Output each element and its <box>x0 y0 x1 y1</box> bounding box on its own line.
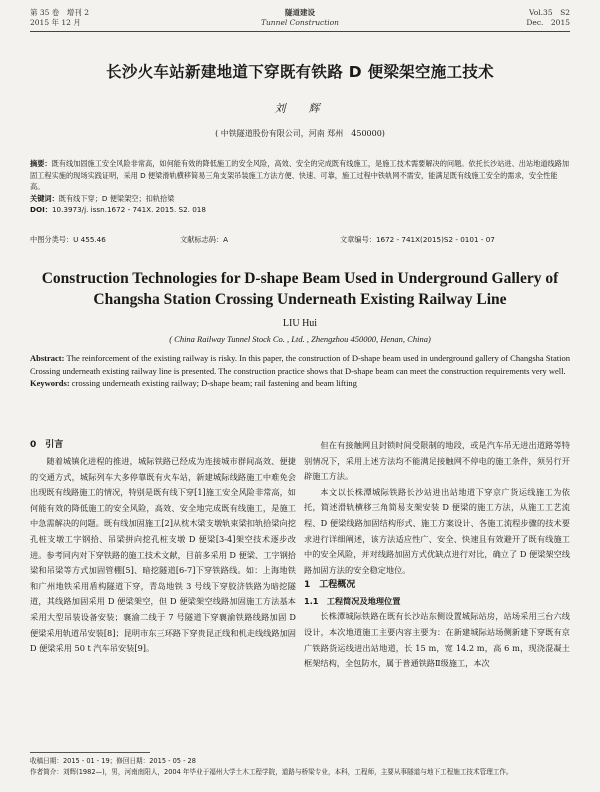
document-code: 文献标志码：A <box>180 235 229 244</box>
keywords-cn-text: 既有线下穿；D 便梁架空；扣轨拾梁 <box>58 193 175 203</box>
abstract-cn-block <box>30 158 570 216</box>
header-volume-cn: 第 35 卷 增刊 2 <box>30 8 89 17</box>
section-heading-introduction: 0 引言 <box>30 440 64 450</box>
abstract-en-block <box>30 352 570 390</box>
body-paragraph: 随着城镇化进程的推进，城际铁路已经成为连接城市群间高效、便捷的交通方式，城际列车大多停靠既有火车站，新建城际线路施工中难免会出现既有线路施工的情况，特别是既有线下穿[1]施工安全风险非常高，如何能有效的降低施工的安全风险，高效、安全地完成既有线施工，是施工中急需解决的问题。既有线加固施工[2]从枕木梁支墩轨束梁扣轨拾梁向挖孔桩支墩工字钢拾、吊梁拼向挖孔桩支墩 D 便梁[3-4]架空技术逐步改进。参考同内对下穿铁路的施工技术文献，目前多采用 D 便梁、工字钢拾梁和吊梁等方式加固管棚[5]、暗挖隧道[6-7]下穿铁路线。如：上海地铁和广州地铁采用盾构隧道下穿，青岛地铁 3 号线下穿胶济铁路为暗挖隧道，其线路加固采用 D 便梁架空，但 D 便梁架空线路加固施工方法基本采用大型吊装设备安装；襄渝二线于 7 号隧道下穿襄渝铁路线路加固 D 便梁采用轨道吊安装[8]；昆明市东三环路下穿贵昆正线和机走线线路加固 D 便梁采用 50 t 汽车吊安装[9]。 <box>30 456 296 654</box>
body-paragraph: 但在有接触网且封锁时间受限制的地段，或是汽车吊无进出道路等特别情况下，采用上述方法均不能满足接触网不停电的施工条件，须另行开辟施工方法。 <box>304 440 570 482</box>
affiliation-cn: ( 中铁隧道股份有限公司，河南 郑州 450000) <box>215 129 385 138</box>
keywords-cn <box>30 193 570 205</box>
running-header <box>30 6 570 32</box>
header-volume-en: Vol.35 S2 <box>529 8 570 17</box>
keywords-cn-label: 关键词： <box>30 193 59 203</box>
header-date-en: Dec. 2015 <box>526 18 570 27</box>
abstract-cn <box>30 158 570 193</box>
header-date-cn: 2015 年 12 月 <box>30 18 81 27</box>
section-heading-overview: 1 工程概况 <box>304 580 356 591</box>
footnote-received: 收稿日期：2015 - 01 - 19；修回日期：2015 - 05 - 28 <box>30 757 196 765</box>
affiliation-en: ( China Railway Tunnel Stock Co. , Ltd. , Zhengzhou 450000, Henan, China) <box>169 334 431 344</box>
abstract-cn-text: 既有线加固施工安全风险非常高，如何能有效的降低施工的安全风险，高效、安全的完成既有线施工，是施工技术需要解决的问题。依托长沙站进、出站地道线路加固工程实施的现场实践证明，采用 D 便梁滑轨横移简易三角支架吊装施工方法方便、快速、可靠，施工过程中铁轨网不需安，能满足既有线施工安全的需求，安全性能高。 <box>30 159 570 191</box>
subsection-heading: 1.1 工程简况及地理位置 <box>304 596 401 607</box>
header-journal-en: Tunnel Construction <box>260 18 340 27</box>
title-en: Construction Technologies for D-shape Beam Used in Underground Gallery of Changsha Station Crossing Underneath Existing Railway Line <box>41 270 559 308</box>
doi-label: DOI： <box>30 205 52 214</box>
footnote-rule <box>30 752 150 753</box>
keywords-en-text: crossing underneath existing railway; D-shape beam; rail fastening and beam lifting <box>71 378 357 388</box>
author-cn: 刘 辉 <box>274 102 326 115</box>
keywords-en-label: Keywords: <box>30 378 70 388</box>
clc-number: 中图分类号：U 455.46 <box>30 235 106 244</box>
header-rule <box>30 31 570 32</box>
abstract-en-text: The reinforcement of the existing railway is risky. In this paper, the construction of D-shape beam used in underground gallery of Changsha Station Crossing underneath existing railway line is presented. The construction practice shows that D-shape beam can meet the construction requirements very well. <box>30 353 570 376</box>
body-paragraph: 长株潭城际铁路在既有长沙站东侧设置城际站房，站场采用三台六线设计，本次地道施工主要内容主要为：在新建城际站场侧新建下穿既有京广铁路货运线进出站地道，长 15 m，宽 14.2 m，高 6 m，现浇混凝土框架结构，全包防水，属于普通铁路Ⅱ级施工，本次 <box>304 611 570 669</box>
article-number: 文章编号：1672 - 741X(2015)S2 - 0101 - 07 <box>340 235 495 244</box>
doi-text: 10.3973/j. issn.1672 - 741X. 2015. S2. 018 <box>51 205 206 214</box>
body-paragraph: 本文以长株潭城际铁路长沙站进出站地道下穿京广货运线施工为依托，简述滑轨横移三角简易支架安装 D 便梁的施工方法，从施工工艺流程、D 便梁线路加固结构形式、施工方案设计、各施工流程步骤的技术要求进行详细阐述，该方法适应性广、安全、快速且有效避开了既有线施工中的安全风险，并对线路加固方式优缺点进行对比，确立了 D 便梁架空线路加固方法的安全稳定地位。 <box>304 486 570 575</box>
header-center <box>30 8 570 28</box>
doi <box>30 204 570 216</box>
keywords-en <box>30 377 570 390</box>
body-column-right <box>304 438 570 672</box>
footnote <box>30 756 570 777</box>
header-journal-cn: 隧道建设 <box>285 8 315 17</box>
footnote-author-bio: 作者简介：刘辉(1982—)，男，河南南阳人，2004 年毕业于福州大学土木工程学院，道路与桥梁专业，本科，工程师，主要从事隧道与地下工程施工技术管理工作。 <box>30 767 513 776</box>
header-right <box>526 8 570 28</box>
abstract-cn-label: 摘要： <box>30 159 52 168</box>
abstract-en-label: Abstract: <box>30 353 65 363</box>
title-cn: 长沙火车站新建地道下穿既有铁路 D 便梁架空施工技术 <box>106 63 494 81</box>
abstract-en <box>30 352 570 377</box>
body-column-left <box>30 438 296 657</box>
author-en: LIU Hui <box>282 318 318 329</box>
